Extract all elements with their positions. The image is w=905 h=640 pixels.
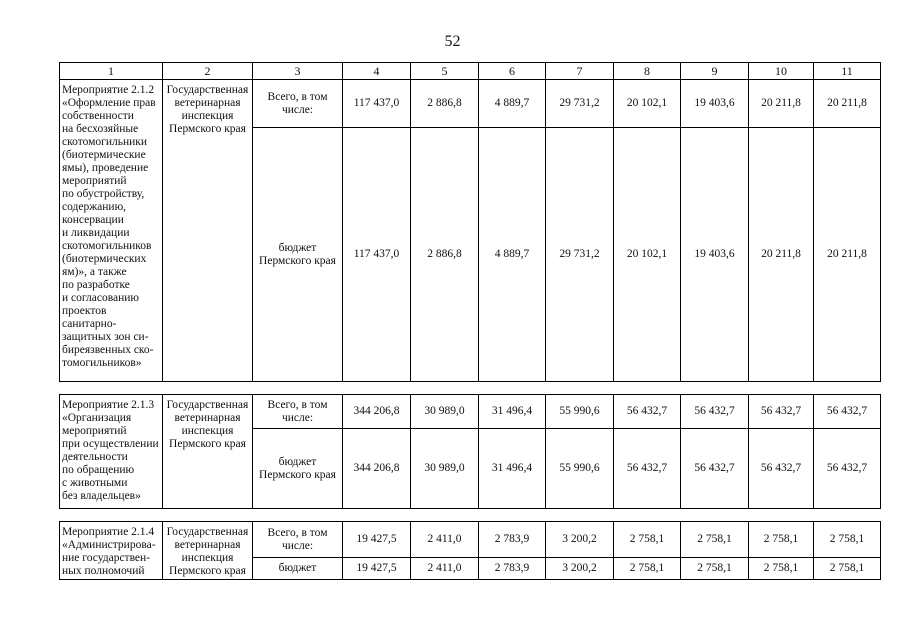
value-cell: 2 758,1 bbox=[749, 558, 814, 580]
funding-source-cell: Всего, в том числе: bbox=[253, 80, 343, 128]
page-number: 52 bbox=[444, 33, 461, 50]
value-cell: 20 102,1 bbox=[614, 128, 681, 382]
table-row bbox=[60, 522, 881, 558]
column-number: 3 bbox=[253, 63, 343, 80]
funding-source-cell: Всего, в том числе: bbox=[253, 395, 343, 429]
value-cell: 19 403,6 bbox=[681, 128, 749, 382]
column-number: 11 bbox=[814, 63, 881, 80]
value-cell: 2 783,9 bbox=[479, 558, 546, 580]
column-number: 4 bbox=[343, 63, 411, 80]
column-number: 8 bbox=[614, 63, 681, 80]
value-cell: 344 206,8 bbox=[343, 395, 411, 429]
value-cell: 56 432,7 bbox=[614, 429, 681, 509]
value-cell: 2 758,1 bbox=[814, 522, 881, 558]
value-cell: 31 496,4 bbox=[479, 429, 546, 509]
value-cell: 20 211,8 bbox=[814, 128, 881, 382]
value-cell: 29 731,2 bbox=[546, 128, 614, 382]
column-number-row bbox=[60, 63, 881, 80]
table-row bbox=[60, 80, 881, 128]
value-cell: 56 432,7 bbox=[814, 395, 881, 429]
value-cell: 2 758,1 bbox=[681, 558, 749, 580]
value-cell: 117 437,0 bbox=[343, 128, 411, 382]
event-name-cell: Мероприятие 2.1.2 «Оформление прав собственности на бесхозяйные скотомогильники (биотермические ямы), проведение мероприятий по обустройству, содержанию, консервации и ликвидации скотомогильников (биотермических ям)», а также по разработке и согласованию проектов санитарно- защитных зон си- биреязвенных ско- томогильников» bbox=[60, 80, 163, 382]
value-cell: 2 758,1 bbox=[681, 522, 749, 558]
funding-source-cell: Всего, в том числе: bbox=[253, 522, 343, 558]
value-cell: 4 889,7 bbox=[479, 128, 546, 382]
value-cell: 30 989,0 bbox=[411, 429, 479, 509]
value-cell: 2 758,1 bbox=[614, 522, 681, 558]
column-number: 9 bbox=[681, 63, 749, 80]
table-gap bbox=[60, 382, 881, 395]
value-cell: 2 411,0 bbox=[411, 522, 479, 558]
value-cell: 3 200,2 bbox=[546, 522, 614, 558]
value-cell: 117 437,0 bbox=[343, 80, 411, 128]
value-cell: 56 432,7 bbox=[681, 395, 749, 429]
table-row bbox=[60, 395, 881, 429]
value-cell: 56 432,7 bbox=[681, 429, 749, 509]
value-cell: 2 758,1 bbox=[814, 558, 881, 580]
budget-table bbox=[59, 62, 881, 580]
value-cell: 55 990,6 bbox=[546, 429, 614, 509]
funding-source-cell: бюджет Пермского края bbox=[253, 128, 343, 382]
value-cell: 19 403,6 bbox=[681, 80, 749, 128]
value-cell: 3 200,2 bbox=[546, 558, 614, 580]
value-cell: 20 211,8 bbox=[749, 80, 814, 128]
column-number: 2 bbox=[163, 63, 253, 80]
value-cell: 19 427,5 bbox=[343, 558, 411, 580]
funding-source-cell: бюджет Пермского края bbox=[253, 429, 343, 509]
table-gap bbox=[60, 509, 881, 522]
event-name-cell: Мероприятие 2.1.4 «Администрирова- ние государствен- ных полномочий bbox=[60, 522, 163, 580]
value-cell: 29 731,2 bbox=[546, 80, 614, 128]
executor-cell: Государственная ветеринарная инспекция Пермского края bbox=[163, 395, 253, 509]
funding-source-cell: бюджет bbox=[253, 558, 343, 580]
value-cell: 20 211,8 bbox=[814, 80, 881, 128]
value-cell: 20 211,8 bbox=[749, 128, 814, 382]
value-cell: 55 990,6 bbox=[546, 395, 614, 429]
value-cell: 2 783,9 bbox=[479, 522, 546, 558]
column-number: 1 bbox=[60, 63, 163, 80]
value-cell: 56 432,7 bbox=[814, 429, 881, 509]
value-cell: 2 411,0 bbox=[411, 558, 479, 580]
column-number: 7 bbox=[546, 63, 614, 80]
executor-cell: Государственная ветеринарная инспекция Пермского края bbox=[163, 522, 253, 580]
column-number: 6 bbox=[479, 63, 546, 80]
value-cell: 56 432,7 bbox=[749, 395, 814, 429]
value-cell: 2 886,8 bbox=[411, 128, 479, 382]
value-cell: 20 102,1 bbox=[614, 80, 681, 128]
value-cell: 2 758,1 bbox=[614, 558, 681, 580]
value-cell: 31 496,4 bbox=[479, 395, 546, 429]
executor-cell: Государственная ветеринарная инспекция Пермского края bbox=[163, 80, 253, 382]
value-cell: 19 427,5 bbox=[343, 522, 411, 558]
value-cell: 56 432,7 bbox=[614, 395, 681, 429]
value-cell: 2 758,1 bbox=[749, 522, 814, 558]
value-cell: 344 206,8 bbox=[343, 429, 411, 509]
event-name-cell: Мероприятие 2.1.3 «Организация мероприятий при осуществлении деятельности по обращению с животными без владельцев» bbox=[60, 395, 163, 509]
column-number: 10 bbox=[749, 63, 814, 80]
value-cell: 2 886,8 bbox=[411, 80, 479, 128]
value-cell: 30 989,0 bbox=[411, 395, 479, 429]
value-cell: 56 432,7 bbox=[749, 429, 814, 509]
column-number: 5 bbox=[411, 63, 479, 80]
value-cell: 4 889,7 bbox=[479, 80, 546, 128]
